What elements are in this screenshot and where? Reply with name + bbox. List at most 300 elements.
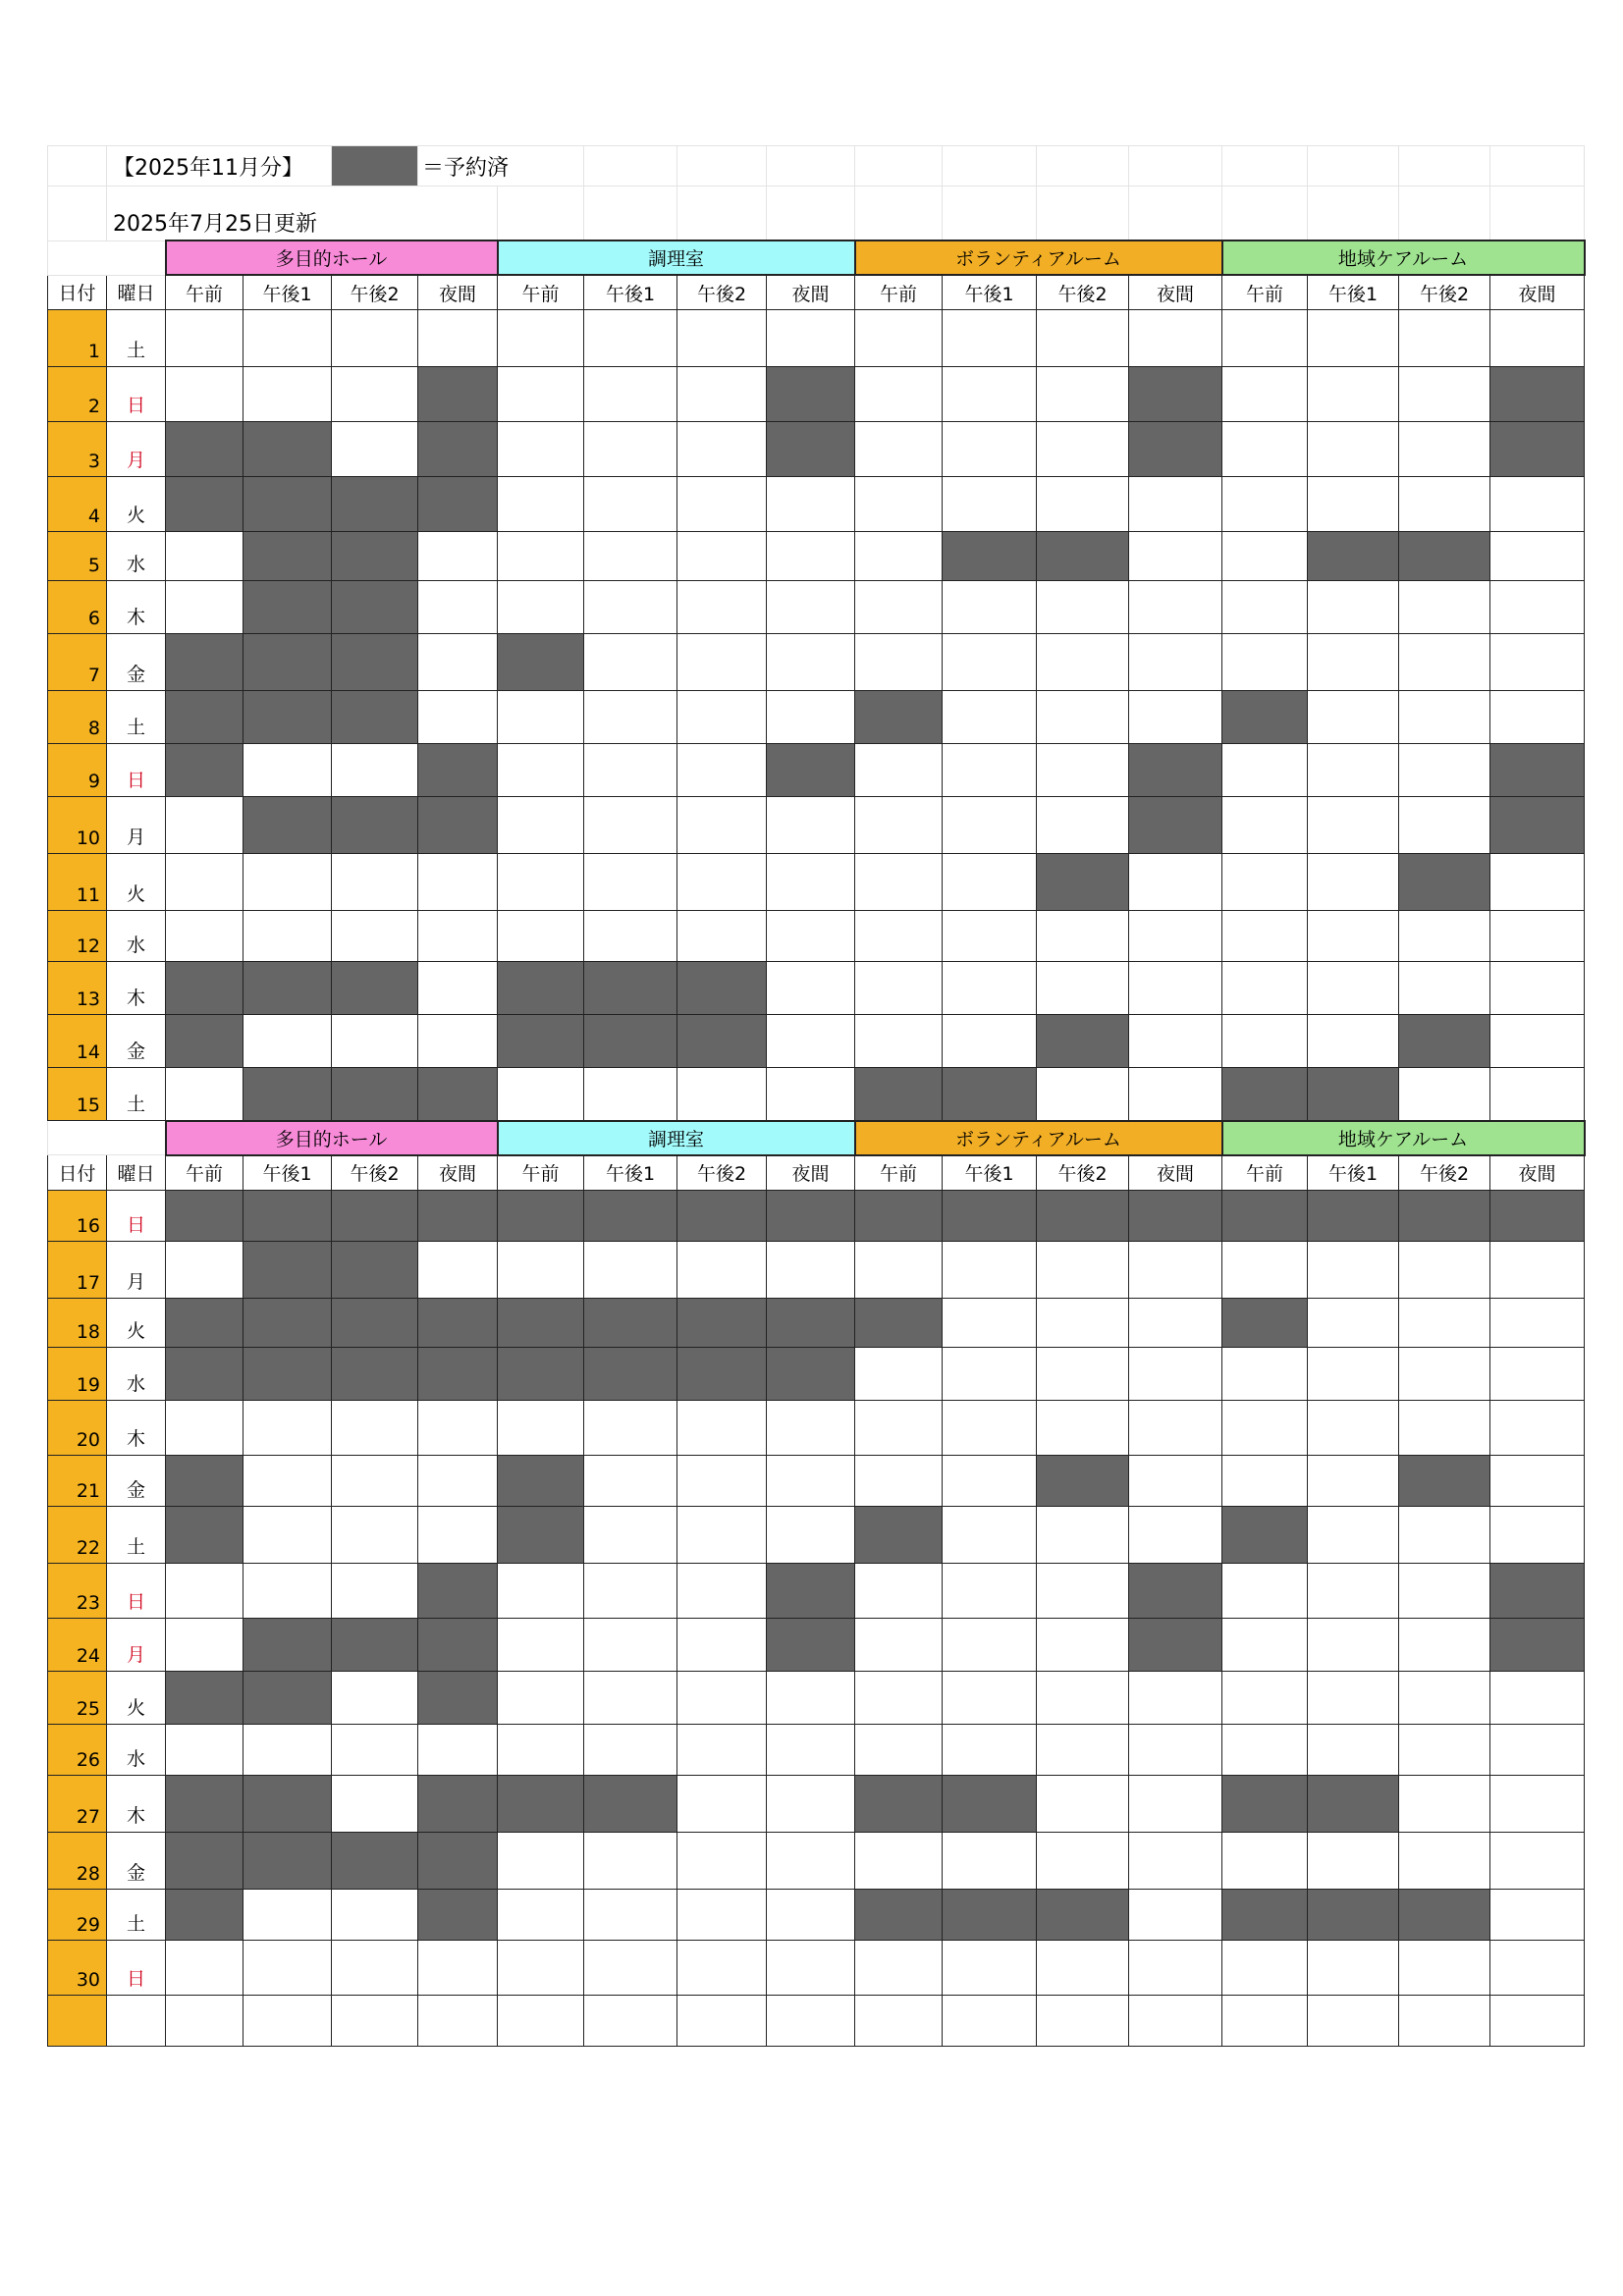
community-care-room-morning-slot [1222,1889,1308,1940]
multipurpose-hall-night-slot [418,1775,498,1832]
cooking-room-night-slot [767,1015,855,1068]
community-care-room-morning-slot [1222,1015,1308,1068]
multipurpose-hall-afternoon2-slot [332,1241,418,1298]
cooking-room-afternoon2-slot [677,367,767,422]
community-care-room-afternoon2-slot [1399,962,1490,1015]
weekday-cell: 日 [107,1940,166,1995]
cooking-room-afternoon1-slot [584,1775,677,1832]
volunteer-room-morning-slot [855,1563,943,1618]
cooking-room-afternoon1-slot [584,911,677,962]
multipurpose-hall-morning-slot [166,1455,243,1506]
volunteer-room-morning-slot [855,1671,943,1724]
weekday-cell: 金 [107,1015,166,1068]
cooking-room-morning-slot [498,1618,584,1671]
cooking-room-morning-slot [498,1298,584,1347]
multipurpose-hall-morning-slot [166,1618,243,1671]
multipurpose-hall-afternoon1-slot [243,1775,332,1832]
community-care-room-afternoon1-slot [1308,1940,1399,1995]
cooking-room-afternoon1-slot [584,1724,677,1775]
cooking-room-afternoon1-slot [584,1298,677,1347]
multipurpose-hall-night-slot [418,477,498,532]
day-row [48,962,1585,1015]
multipurpose-hall-afternoon2-slot [332,1618,418,1671]
volunteer-room-afternoon2-slot [1037,1832,1129,1889]
community-care-room-night-slot [1490,477,1585,532]
volunteer-room-morning-slot [855,1889,943,1940]
date-cell: 24 [48,1618,107,1671]
volunteer-room-afternoon2-slot [1037,691,1129,744]
multipurpose-hall-morning-slot [166,1671,243,1724]
date-cell: 5 [48,532,107,581]
multipurpose-hall-afternoon2-slot [332,581,418,634]
cooking-room-night-slot [767,1347,855,1400]
cooking-room-night-slot [767,1832,855,1889]
community-care-room-afternoon2-slot [1399,1995,1490,2046]
multipurpose-hall-afternoon2-slot [332,691,418,744]
cooking-room-afternoon1-slot [584,1015,677,1068]
multipurpose-hall-night-slot [418,1241,498,1298]
cooking-room-night-slot [767,691,855,744]
volunteer-room-morning-slot [855,1455,943,1506]
multipurpose-hall-afternoon2-slot [332,1775,418,1832]
day-row [48,797,1585,854]
volunteer-room-afternoon2-slot [1037,367,1129,422]
multipurpose-hall-afternoon1-slot [243,310,332,367]
reservation-sheet [47,145,1584,2047]
multipurpose-hall-afternoon2-slot [332,1015,418,1068]
cooking-room-morning-slot [498,1563,584,1618]
date-cell: 7 [48,634,107,691]
community-care-room-afternoon2-slot [1399,1618,1490,1671]
page-title: 【2025年11月分】 [107,146,332,187]
cooking-room-afternoon2-slot [677,854,767,911]
day-row [48,1724,1585,1775]
community-care-room-night-slot [1490,1015,1585,1068]
community-care-room-night-slot [1490,1832,1585,1889]
multipurpose-hall-afternoon2-slot [332,797,418,854]
multipurpose-hall-night-slot [418,1995,498,2046]
community-care-room-afternoon2-slot [1399,744,1490,797]
multipurpose-hall-afternoon1-slot [243,1889,332,1940]
multipurpose-hall-afternoon2-slot [332,744,418,797]
volunteer-room-morning-slot [855,367,943,422]
multipurpose-hall-morning-slot [166,1889,243,1940]
cooking-room-afternoon1-slot [584,310,677,367]
column-header-night: 夜間 [1129,275,1222,310]
community-care-room-morning-slot [1222,797,1308,854]
volunteer-room-afternoon1-slot [943,1832,1037,1889]
multipurpose-hall-afternoon1-slot [243,1995,332,2046]
community-care-room-night-slot [1490,1190,1585,1241]
volunteer-room-afternoon2-slot [1037,1190,1129,1241]
community-care-room-afternoon2-slot [1399,1563,1490,1618]
weekday-cell: 金 [107,634,166,691]
multipurpose-hall-night-slot [418,581,498,634]
volunteer-room-afternoon1-slot [943,744,1037,797]
column-header-row [48,1155,1585,1191]
community-care-room-afternoon2-slot [1399,1015,1490,1068]
cooking-room-morning-slot [498,1775,584,1832]
room-header-volunteer-room: ボランティアルーム [855,1121,1222,1155]
cooking-room-afternoon1-slot [584,532,677,581]
volunteer-room-afternoon1-slot [943,1889,1037,1940]
volunteer-room-afternoon1-slot [943,1400,1037,1455]
volunteer-room-morning-slot [855,1724,943,1775]
volunteer-room-morning-slot [855,1068,943,1121]
date-cell: 23 [48,1563,107,1618]
volunteer-room-night-slot [1129,1940,1222,1995]
multipurpose-hall-morning-slot [166,1298,243,1347]
volunteer-room-afternoon2-slot [1037,1618,1129,1671]
cooking-room-morning-slot [498,310,584,367]
volunteer-room-afternoon2-slot [1037,422,1129,477]
room-header-row [48,240,1585,275]
column-header-date: 日付 [48,275,107,310]
column-header-morning: 午前 [1222,275,1308,310]
cooking-room-morning-slot [498,962,584,1015]
multipurpose-hall-afternoon2-slot [332,962,418,1015]
community-care-room-night-slot [1490,1298,1585,1347]
community-care-room-night-slot [1490,367,1585,422]
cooking-room-morning-slot [498,1724,584,1775]
community-care-room-afternoon2-slot [1399,1671,1490,1724]
volunteer-room-morning-slot [855,1400,943,1455]
community-care-room-afternoon1-slot [1308,1889,1399,1940]
multipurpose-hall-afternoon2-slot [332,1400,418,1455]
multipurpose-hall-afternoon1-slot [243,581,332,634]
day-row [48,1190,1585,1241]
community-care-room-afternoon2-slot [1399,1347,1490,1400]
cooking-room-night-slot [767,854,855,911]
column-header-afternoon2: 午後2 [1037,275,1129,310]
multipurpose-hall-morning-slot [166,1832,243,1889]
community-care-room-afternoon2-slot [1399,797,1490,854]
community-care-room-afternoon1-slot [1308,1400,1399,1455]
cooking-room-night-slot [767,1618,855,1671]
column-header-afternoon2: 午後2 [1037,1155,1129,1191]
cooking-room-afternoon1-slot [584,1400,677,1455]
volunteer-room-morning-slot [855,1347,943,1400]
multipurpose-hall-afternoon1-slot [243,691,332,744]
multipurpose-hall-afternoon1-slot [243,797,332,854]
cooking-room-night-slot [767,797,855,854]
multipurpose-hall-night-slot [418,1298,498,1347]
date-cell: 12 [48,911,107,962]
day-row [48,854,1585,911]
column-header-night: 夜間 [418,275,498,310]
day-row [48,1563,1585,1618]
community-care-room-afternoon1-slot [1308,854,1399,911]
weekday-cell: 月 [107,422,166,477]
volunteer-room-afternoon1-slot [943,1618,1037,1671]
community-care-room-afternoon1-slot [1308,1775,1399,1832]
community-care-room-night-slot [1490,1775,1585,1832]
cooking-room-afternoon1-slot [584,634,677,691]
multipurpose-hall-afternoon1-slot [243,1241,332,1298]
community-care-room-morning-slot [1222,744,1308,797]
volunteer-room-morning-slot [855,797,943,854]
room-header-community-care-room: 地域ケアルーム [1222,1121,1585,1155]
day-row [48,634,1585,691]
community-care-room-morning-slot [1222,691,1308,744]
community-care-room-morning-slot [1222,1832,1308,1889]
title-row [48,146,1585,187]
multipurpose-hall-afternoon1-slot [243,532,332,581]
community-care-room-morning-slot [1222,1671,1308,1724]
column-header-night: 夜間 [767,275,855,310]
multipurpose-hall-afternoon2-slot [332,1298,418,1347]
volunteer-room-night-slot [1129,422,1222,477]
community-care-room-night-slot [1490,1995,1585,2046]
volunteer-room-afternoon2-slot [1037,911,1129,962]
volunteer-room-afternoon1-slot [943,1724,1037,1775]
volunteer-room-night-slot [1129,1506,1222,1563]
community-care-room-afternoon1-slot [1308,1298,1399,1347]
day-row [48,1506,1585,1563]
weekday-cell: 金 [107,1832,166,1889]
multipurpose-hall-night-slot [418,962,498,1015]
column-header-morning: 午前 [498,275,584,310]
volunteer-room-morning-slot [855,1015,943,1068]
multipurpose-hall-afternoon2-slot [332,1889,418,1940]
community-care-room-night-slot [1490,691,1585,744]
community-care-room-morning-slot [1222,581,1308,634]
community-care-room-morning-slot [1222,1506,1308,1563]
volunteer-room-afternoon2-slot [1037,1068,1129,1121]
volunteer-room-night-slot [1129,911,1222,962]
cooking-room-morning-slot [498,634,584,691]
column-header-morning: 午前 [855,1155,943,1191]
community-care-room-morning-slot [1222,1298,1308,1347]
multipurpose-hall-night-slot [418,310,498,367]
cooking-room-afternoon2-slot [677,1455,767,1506]
column-header-night: 夜間 [418,1155,498,1191]
volunteer-room-afternoon1-slot [943,1940,1037,1995]
volunteer-room-night-slot [1129,1618,1222,1671]
volunteer-room-night-slot [1129,581,1222,634]
community-care-room-afternoon2-slot [1399,1455,1490,1506]
community-care-room-afternoon1-slot [1308,691,1399,744]
day-row [48,1298,1585,1347]
multipurpose-hall-afternoon2-slot [332,1563,418,1618]
multipurpose-hall-afternoon1-slot [243,744,332,797]
community-care-room-night-slot [1490,797,1585,854]
volunteer-room-morning-slot [855,1298,943,1347]
volunteer-room-afternoon1-slot [943,1563,1037,1618]
community-care-room-afternoon1-slot [1308,1015,1399,1068]
room-header-cooking-room: 調理室 [498,240,855,275]
community-care-room-night-slot [1490,744,1585,797]
cooking-room-afternoon2-slot [677,1190,767,1241]
cooking-room-afternoon2-slot [677,581,767,634]
multipurpose-hall-afternoon1-slot [243,1015,332,1068]
column-header-weekday: 曜日 [107,1155,166,1191]
community-care-room-afternoon1-slot [1308,1190,1399,1241]
volunteer-room-afternoon1-slot [943,1671,1037,1724]
day-row [48,1015,1585,1068]
community-care-room-afternoon2-slot [1399,691,1490,744]
community-care-room-afternoon2-slot [1399,1724,1490,1775]
multipurpose-hall-night-slot [418,797,498,854]
day-row [48,1241,1585,1298]
volunteer-room-afternoon2-slot [1037,1455,1129,1506]
cooking-room-afternoon1-slot [584,1563,677,1618]
date-cell: 14 [48,1015,107,1068]
multipurpose-hall-afternoon1-slot [243,1940,332,1995]
multipurpose-hall-morning-slot [166,1347,243,1400]
cooking-room-afternoon1-slot [584,581,677,634]
weekday-cell: 木 [107,581,166,634]
cooking-room-night-slot [767,367,855,422]
volunteer-room-afternoon1-slot [943,422,1037,477]
volunteer-room-night-slot [1129,367,1222,422]
cooking-room-morning-slot [498,911,584,962]
multipurpose-hall-afternoon2-slot [332,1940,418,1995]
cooking-room-morning-slot [498,1068,584,1121]
multipurpose-hall-morning-slot [166,691,243,744]
volunteer-room-afternoon1-slot [943,1190,1037,1241]
cooking-room-afternoon1-slot [584,1455,677,1506]
volunteer-room-afternoon2-slot [1037,797,1129,854]
volunteer-room-afternoon2-slot [1037,854,1129,911]
date-cell: 19 [48,1347,107,1400]
multipurpose-hall-morning-slot [166,1506,243,1563]
community-care-room-afternoon1-slot [1308,532,1399,581]
multipurpose-hall-afternoon2-slot [332,1455,418,1506]
community-care-room-night-slot [1490,581,1585,634]
community-care-room-morning-slot [1222,1775,1308,1832]
cooking-room-night-slot [767,1889,855,1940]
column-header-afternoon1: 午後1 [243,1155,332,1191]
cooking-room-night-slot [767,1190,855,1241]
multipurpose-hall-night-slot [418,854,498,911]
cooking-room-afternoon2-slot [677,1671,767,1724]
volunteer-room-night-slot [1129,854,1222,911]
community-care-room-afternoon1-slot [1308,1241,1399,1298]
cooking-room-afternoon1-slot [584,1190,677,1241]
community-care-room-morning-slot [1222,1995,1308,2046]
column-header-night: 夜間 [1490,275,1585,310]
column-header-afternoon1: 午後1 [584,275,677,310]
community-care-room-night-slot [1490,1940,1585,1995]
volunteer-room-afternoon1-slot [943,1298,1037,1347]
volunteer-room-morning-slot [855,1775,943,1832]
volunteer-room-night-slot [1129,1015,1222,1068]
multipurpose-hall-night-slot [418,911,498,962]
multipurpose-hall-afternoon1-slot [243,1506,332,1563]
community-care-room-afternoon1-slot [1308,1347,1399,1400]
volunteer-room-afternoon1-slot [943,310,1037,367]
volunteer-room-afternoon1-slot [943,911,1037,962]
weekday-cell: 土 [107,691,166,744]
multipurpose-hall-night-slot [418,1940,498,1995]
volunteer-room-night-slot [1129,1775,1222,1832]
day-row [48,1889,1585,1940]
date-cell: 8 [48,691,107,744]
volunteer-room-night-slot [1129,1832,1222,1889]
volunteer-room-afternoon1-slot [943,962,1037,1015]
community-care-room-afternoon2-slot [1399,1506,1490,1563]
volunteer-room-morning-slot [855,962,943,1015]
volunteer-room-morning-slot [855,911,943,962]
community-care-room-afternoon1-slot [1308,422,1399,477]
community-care-room-afternoon2-slot [1399,532,1490,581]
multipurpose-hall-night-slot [418,1563,498,1618]
legend-booked-swatch [332,146,418,187]
community-care-room-night-slot [1490,1506,1585,1563]
cooking-room-afternoon2-slot [677,1400,767,1455]
community-care-room-night-slot [1490,1400,1585,1455]
cooking-room-afternoon2-slot [677,1940,767,1995]
weekday-cell: 水 [107,911,166,962]
column-header-afternoon1: 午後1 [1308,275,1399,310]
multipurpose-hall-night-slot [418,744,498,797]
community-care-room-night-slot [1490,1455,1585,1506]
multipurpose-hall-afternoon2-slot [332,310,418,367]
column-header-morning: 午前 [498,1155,584,1191]
cooking-room-afternoon1-slot [584,1506,677,1563]
date-cell: 30 [48,1940,107,1995]
volunteer-room-afternoon1-slot [943,854,1037,911]
room-header-community-care-room: 地域ケアルーム [1222,240,1585,275]
cooking-room-afternoon2-slot [677,1068,767,1121]
multipurpose-hall-night-slot [418,367,498,422]
volunteer-room-night-slot [1129,1068,1222,1121]
column-header-afternoon1: 午後1 [584,1155,677,1191]
volunteer-room-night-slot [1129,744,1222,797]
cooking-room-afternoon2-slot [677,477,767,532]
community-care-room-afternoon1-slot [1308,797,1399,854]
community-care-room-night-slot [1490,1563,1585,1618]
community-care-room-afternoon1-slot [1308,1724,1399,1775]
community-care-room-morning-slot [1222,1455,1308,1506]
weekday-cell: 火 [107,477,166,532]
day-row [48,1775,1585,1832]
volunteer-room-morning-slot [855,422,943,477]
volunteer-room-morning-slot [855,854,943,911]
cooking-room-afternoon2-slot [677,1347,767,1400]
date-cell: 25 [48,1671,107,1724]
volunteer-room-afternoon2-slot [1037,634,1129,691]
cooking-room-afternoon2-slot [677,1995,767,2046]
community-care-room-morning-slot [1222,532,1308,581]
multipurpose-hall-night-slot [418,422,498,477]
community-care-room-afternoon1-slot [1308,310,1399,367]
multipurpose-hall-afternoon1-slot [243,1400,332,1455]
day-row [48,1832,1585,1889]
weekday-cell: 木 [107,962,166,1015]
community-care-room-morning-slot [1222,1940,1308,1995]
multipurpose-hall-morning-slot [166,744,243,797]
multipurpose-hall-afternoon2-slot [332,634,418,691]
multipurpose-hall-morning-slot [166,1241,243,1298]
date-cell: 22 [48,1506,107,1563]
cooking-room-afternoon2-slot [677,691,767,744]
column-header-afternoon2: 午後2 [1399,275,1490,310]
weekday-cell: 日 [107,1563,166,1618]
community-care-room-afternoon2-slot [1399,422,1490,477]
community-care-room-afternoon2-slot [1399,1068,1490,1121]
volunteer-room-afternoon1-slot [943,797,1037,854]
column-header-night: 夜間 [1129,1155,1222,1191]
community-care-room-morning-slot [1222,1190,1308,1241]
volunteer-room-afternoon1-slot [943,1241,1037,1298]
column-header-night: 夜間 [767,1155,855,1191]
community-care-room-afternoon2-slot [1399,1190,1490,1241]
weekday-cell: 火 [107,1298,166,1347]
community-care-room-afternoon2-slot [1399,911,1490,962]
multipurpose-hall-night-slot [418,1400,498,1455]
